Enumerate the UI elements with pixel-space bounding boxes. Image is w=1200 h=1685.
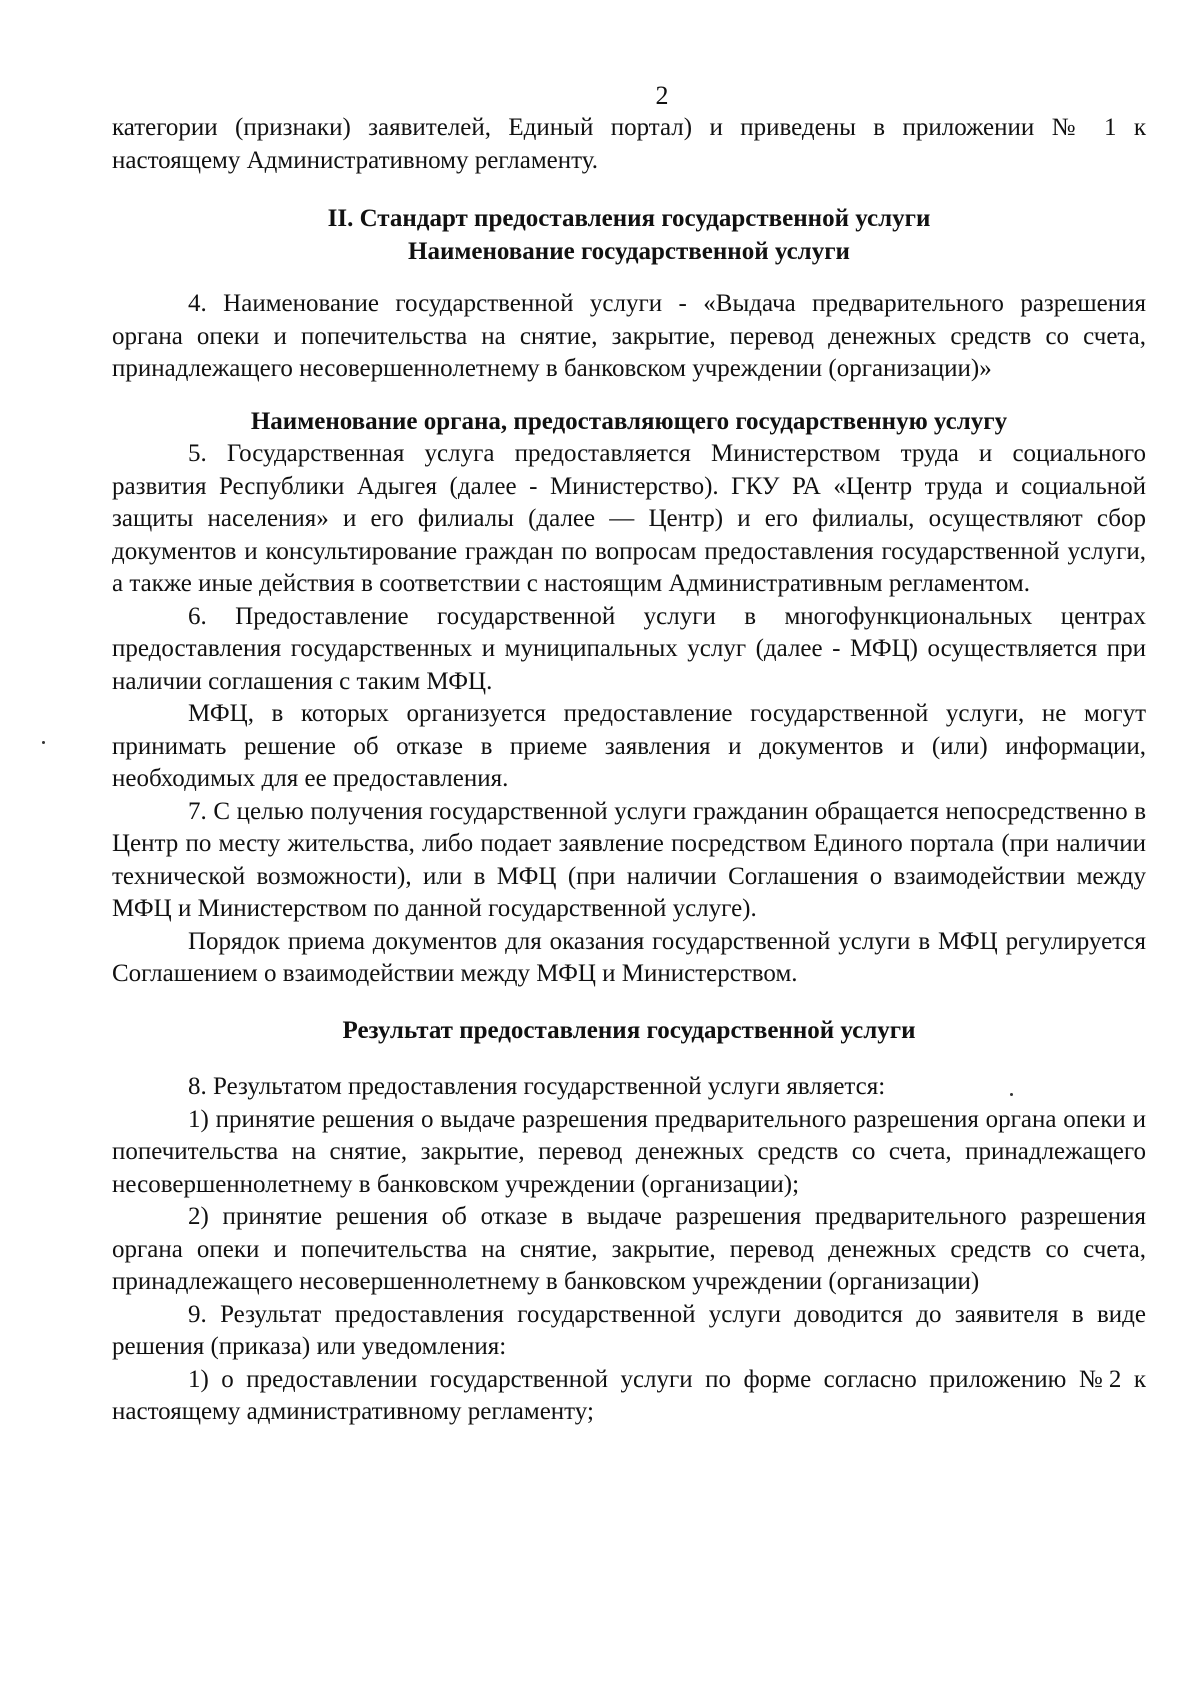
paragraph-5: 5. Государственная услуга предоставляется Министерством труда и социального развития Республики Адыгея (далее - Министерство). ГКУ РА «Центр труда и социальной защиты населения» и его филиалы (далее — Центр) и его филиалы, осуществляют сбор документов и консультирование граждан по вопросам предоставления государственной услуги, а также иные действия в соответствии с настоящим Административным регламентом. — [112, 440, 1146, 597]
paragraph-6-continued: МФЦ, в которых организуется предоставление государственной услуги, не могут принимать решение об отказе в приеме заявления и документов и (или) информации, необходимых для ее предоставления. — [112, 700, 1146, 792]
section-title — [112, 203, 1146, 268]
page-number: 2 — [655, 81, 669, 110]
paragraph-7-continued: Порядок приема документов для оказания государственной услуги в МФЦ регулируется Соглашением о взаимодействии между МФЦ и Министерством. — [112, 927, 1146, 987]
paragraph-9: 9. Результат предоставления государственной услуги доводится до заявителя в виде решения (приказа) или уведомления: — [112, 1300, 1146, 1360]
paragraph-6: 6. Предоставление государственной услуги в многофункциональных центрах предоставления государственных и муниципальных услуг (далее - МФЦ) осуществляется при наличии соглашения с таким МФЦ. — [112, 602, 1146, 695]
subsection-title-organ: Наименование органа, предоставляющего государственную услугу — [250, 407, 1008, 435]
paragraph-8-item-2: 2) принятие решения об отказе в выдаче разрешения предварительного разрешения органа опеки и попечительства на снятие, закрытие, перевод денежных средств со счета, принадлежащего несовершеннолетнему в банковском учреждении (организации) — [112, 1203, 1146, 1295]
scan-speck — [42, 741, 45, 744]
paragraph-continuation: категории (признаки) заявителей, Единый портал) и приведены в приложении № 1 к настоящему Административному регламенту. — [112, 114, 1146, 174]
section-title-line-1: II. Стандарт предоставления государственной услуги — [327, 205, 931, 232]
document-body — [112, 80, 1146, 1429]
paragraph-7: 7. С целью получения государственной услуги гражданин обращается непосредственно в Центр по месту жительства, либо подает заявление посредством Единого портала (при наличии технической возможности), или в МФЦ (при наличии Соглашения о взаимодействии между МФЦ и Министерством по данной государственной услуге). — [112, 797, 1146, 922]
paragraph-4: 4. Наименование государственной услуги - «Выдача предварительного разрешения органа опеки и попечительства на снятие, закрытие, перевод денежных средств со счета, принадлежащего несовершеннолетнему в банковском учреждении (организации)» — [112, 290, 1146, 382]
paragraph-8-item-1: 1) принятие решения о выдаче разрешения предварительного разрешения органа опеки и попечительства на снятие, закрытие, перевод денежных средств со счета, принадлежащего несовершеннолетнему в банковском учреждении (организации); — [112, 1105, 1146, 1198]
paragraph-9-item-1: 1) о предоставлении государственной услуги по форме согласно приложению №2 к настоящему административному регламенту; — [112, 1365, 1146, 1425]
section-title-line-2: Наименование государственной услуги — [408, 237, 850, 265]
paragraph-8: 8. Результатом предоставления государственной услуги является: — [188, 1073, 886, 1100]
subsection-title-result: Результат предоставления государственной услуги — [342, 1016, 916, 1044]
